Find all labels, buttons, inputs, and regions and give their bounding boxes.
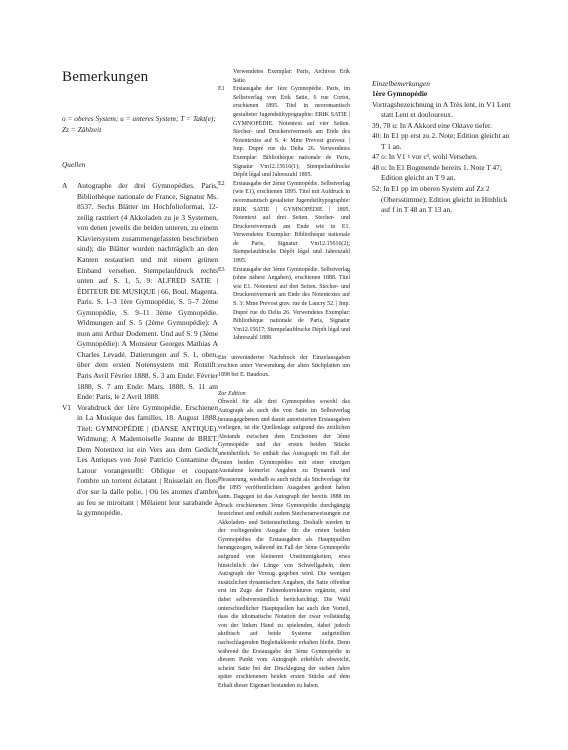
source-entry-v1-continued [218,68,350,85]
edition-text: Obwohl für alle drei Gymnopédies sowohl das Autograph als auch die von Satie im Selbstverlag herausgegebenen und damit autorisierten Erstausgaben vorliegen, ist die Quellenlage aufgrund des zeitlichen Abstands zwischen dem Erscheinen der 3ème Gymnopédie und der ersten beiden Stücke uneinheitlich. So enthält das Autograph im Fall der ersten beiden Gymnopédies mit einer einzigen Ausnahme keinerlei Angaben zu Dynamik und Phrasierung, weshalb es auch nicht als Stichvorlage für die 1895 veröffentlichten Ausgaben gedient haben kann. Dagegen ist das Autograph der bereits 1888 im Druck erschienenen 3ème Gymnopédie durchgängig bezeichnet und enthält zudem Stecheranweisungen zur Akkoladen- und Seitenaufteilung. Deshalb werden in der vorliegenden Ausgabe für die ersten beiden Gymnopédies die Erstausgaben als Hauptquellen herangezogen, während im Fall der 3ème Gymnopédie aufgrund von kleineren Unstimmigkeiten, etwa hinsichtlich der Länge von Schwellgabeln, dem Autograph der Vorzug gegeben wird. Die wenigen zusätzlichen dynamischen Angaben, die Satie offenbar erst im Zuge der Fahnenkorrekturen ergänzte, sind dabei selbstverständlich berücksichtigt. Die Wahl unterschiedlicher Hauptquellen hat auch den Vorteil, dass die idiomatische Notation der zwar vollständig von der linken Hand zu spielenden, dabei jedoch akribisch auf beide Systeme aufgeteilten nachschlagenden Begleitakkorde erhalten bleibt. Denn während die Erstausgabe der 3ème Gymnopédie in diesem Punkt vom Autograph erheblich abweicht, scheint Satie bei der Drucklegung der sieben Jahre später erschienenen beiden ersten Stücke auf dem Erhalt dieser Eigenart bestanden zu haben. [218,399,350,689]
source-description: Erstausgabe der 2ème Gymnopédie. Selbstverlag (wie E1), erschienen 1895. Titel mit Aufdruck in neoromantisch gestalteter Jugendstiltypographie: ERIK SATIE | GYMNOPÉDIE | 1895. Notentext auf drei Seiten. Stecher- und Druckereivermerk am Ende wie in E1. Verwendetes Exemplar: Bibliothèque nationale de Paris, Signatur Vm12.15616(2); Stempelaufdrucke Dépôt légal und Jahreszahl 1895. [233,180,350,265]
source-entry-e1 [218,85,350,180]
spacer [218,379,350,390]
source-siglum [218,68,233,85]
source-description: Erstausgabe der 3ème Gymnopédie. Selbstverlag (ohne nähere Angaben), erschienen 1888. Titel wie E1. Notentext auf drei Seiten. Stecher- und Druckereivermerk am Ende des Notentextes auf S. 3: Mme Prevost grav. rue de Lancry 52. | Imp. Dupré rue du Delta 26. Verwendetes Exemplar: Bibliothèque nationale de Paris, Signatur Vm12.15617; Stempelaufdrucke Dépôt légal und Jahreszahl 1888. [233,266,350,342]
spacer [218,343,350,354]
source-siglum: E2 [218,180,225,187]
column-right [372,68,514,216]
source-description: Vorabdruck der 1ère Gymnopédie. Erschienen in La Musique des familles, 18. August 1888. Titel: GYMNOPÉDIE | (DANSE ANTIQUE). Widmung: A Mademoiselle Jeanne de BRET. Dem Notentext ist ein Vers aus dem Gedicht Les Antiques von José Patricio Contamine de Latour vorangestellt: Oblique et coupant l'ombre un torrent éclatant | Ruisselait en flots d'or sur la dalle polie, | Où les atomes d'ambre au feu se miroitant | Mêlaient leur sarabande à la gymnopédie. [77,402,218,518]
remark-item: Vortragsbezeichnung in A Très lent, in V1 Lent statt Lent et douloureux. [372,99,511,120]
remark-item: 40: In E1 pp erst zu 2. Note; Edition gleicht an T 1 an. [372,131,510,151]
source-entry-a [62,181,218,402]
remark-item: 52: In E1 pp im oberen System auf Zz 2 (Obersstimme); Edition gleicht in Hinblick auf f in T 48 an T 13 an. [372,183,508,215]
spacer [372,68,514,79]
sources-title: Quellen [62,160,86,170]
abbreviation-legend: o = oberes System; u = unteres System; T = Takt(e); Zz = Zählzeit [62,114,216,134]
source-siglum: V1 [62,402,71,412]
source-description: Erstausgabe der 1ère Gymnopédie. Paris, im Selbstverlag von Erik Satie, 6 rue Cortot, erschienen 1895. Titel in neoromantisch gestalteter Jugendstiltypographie: ERIK SATIE | GYMNOPÉDIE. Notentext auf vier Seiten. Stecher- und Druckereivermerk am Ende des Notentextes auf S. 4: Mme Prevost graveur. | Imp. Dupré rue du Delta 26. Verwendetes Exemplar: Bibliothèque nationale de Paris, Signatur Vm12.15616(1); Stempelaufdrucke Dépôt légal und Jahreszahl 1895. [233,86,350,179]
column-middle [218,68,350,691]
spacer [62,171,218,182]
source-entry-e2 [218,180,350,266]
source-siglum: A [62,181,68,191]
source-siglum: E3 [218,266,225,273]
piece-title: 1ère Gymnopédie [372,89,428,99]
remark-item: 47 o: In V1 ♮ vor c³, wohl Versehen. [372,152,478,162]
remark-item: 39, 78 u: In A Akkord eine Oktave tiefer. [372,120,492,130]
reprint-note: Ein unveränderter Nachdruck der Einzelausgaben erschien unter Verwendung der alten Stichplatten um 1898 bei E. Baudoux. [218,354,350,378]
source-description: Verwendetes Exemplar: Paris, Archives Erik Satie. [233,69,350,84]
column-left [62,68,218,519]
remark-item: 48 o: In E1 Bogenende bereits 1. Note T 47; Edition gleicht an T 9 an. [372,162,502,183]
source-entry-v1 [62,403,218,519]
source-description: Autographe der drei Gymnopédies. Paris, Bibliothèque nationale de France, Signatur Ms. 8537. Sechs Blätter im Hochfolioformat, 12-zeilig rastriert (4 Akkoladen zu je 3 Systemen, von denen jeweils die beiden unteren, zu einem Klaviersystem zusammengefassten beschrieben sind); die Blätter wurden nachträglich an den Kanten restauriert und mit einem grünen Einband versehen. Stempelaufdruck rechts unten auf S. 1, 5, 9: ALFRED SATIE | ÉDITEUR DE MUSIQUE | 66, Boul. Magenta. Paris. S. 1–3 1ère Gymnopédie, S. 5–7 2ème Gymnopédie, S. 9–11 3ème Gymnopédie. Widmungen auf S. 5 (2ème Gymnopédie): A mon ami Arthur Dodement. Und auf S. 9 (3ème Gymnopédie): A Monsieur Georges Mathias A Charles Levadé. Datierungen auf S. 1, oben, über dem ersten Notensystem mit Rotstift: Paris Avril Février 1888. S. 3 am Ende: Février 1888, S. 7 am Ende: Mars. 1888, S. 11 am Ende: Paris, le 2 Avril 1888. [77,181,218,402]
page-heading: Bemerkungen [62,69,149,85]
detail-remarks-title: Einzelbemerkungen [372,78,430,88]
source-siglum: E1 [218,86,225,93]
source-entry-e3 [218,266,350,343]
edition-title: Zur Edition [218,390,246,397]
